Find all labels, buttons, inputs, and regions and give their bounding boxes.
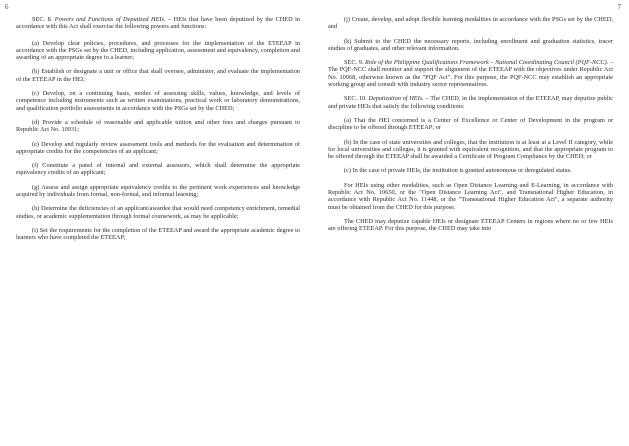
list-item: (i) Set the requirements for the completion of the ETEEAP and award the appropriate academic degree to learners who have completed the ETEEAP; xyxy=(16,226,300,242)
section-10-title: Deputization of HEIs. xyxy=(368,95,424,103)
section-9-text: – The PQF-NCC shall monitor and support the alignment of the ETEEAP with the objectives under Republic Act No. 10968, otherwise known as the "PQF Act". For this purpose, the PQF-NCC may establish an appropriate working group and consult with industry sector representatives. xyxy=(328,59,613,89)
list-item: (g) Assess and assign appropriate equivalency credits to the pertinent work experiences and knowledge acquired by individuals from formal, non-formal, and informal learning; xyxy=(16,183,300,199)
condition-item: (b) In the case of state universities and colleges, that the institution is at least at a Level II category, while for local universities and colleges, it is granted with equivalent recognition, and that the appropriate program to be offered through the ETEEAP shall be awarded a Certificate of Program Compliance by the CHED; or xyxy=(328,138,613,161)
list-item: (f) Constitute a panel of internal and external assessors, which shall determine the appropriate equivalency credits of an applicant; xyxy=(16,162,300,177)
list-item: (k) Submit to the CHED the necessary reports, including enrollment and graduation statistics, tracer studies of graduates, and other relevant information. xyxy=(328,37,613,52)
section-8-title: Powers and Functions of Deputized HEIs. xyxy=(54,16,166,23)
list-item: (a) Develop clear policies, procedures, and processes for the implementation of the ETEEAP in accordance with the PSGs set by the CHED, including application, assessment and equivalency, completion and awarding of an appropriate degree to a learner; xyxy=(16,39,300,62)
section-8-number: SEC. 8. xyxy=(32,16,53,23)
page-number-left: 6 xyxy=(5,3,9,11)
condition-item: (c) In the case of private HEIs, the institution is granted autonomous or deregulated status. xyxy=(344,167,572,175)
section-9-number: SEC. 9. xyxy=(344,59,364,67)
section-10-text: – The CHED, in the implementation of the ETEEAP, may deputize public and private HEIs that satisfy the following conditions: xyxy=(328,95,613,110)
section-9 xyxy=(328,59,613,88)
section-10 xyxy=(328,95,613,110)
closing-paragraph: For HEIs using other modalities, such as Open Distance Learning and E-Learning, in accordance with Republic Act No. 10650, or the "Open Distance Learning Act", and Transnational Higher Education, in accordance with Republic Act No. 11448, or the "Transnational Higher Education Act", a separate authority must be obtained from the CHED for this purpose. xyxy=(328,181,613,211)
list-item: (b) Establish or designate a unit or office that shall oversee, administer, and evaluate the implementation of the ETEEAP in the HEI; xyxy=(16,68,300,83)
section-10-number: SEC. 10. xyxy=(344,95,367,103)
section-9-title: Role of the Philippine Qualifications Framework – National Coordinating Council (PQF-NCC). xyxy=(365,59,609,67)
right-column xyxy=(328,16,613,240)
list-item: (j) Create, develop, and adopt flexible learning modalities in accordance with the PSGs set by the CHED; and xyxy=(328,16,613,31)
section-8-text: – HEIs that have been deputized by the CHED in accordance with this Act shall exercise the following powers and functions: xyxy=(16,16,301,31)
section-8 xyxy=(16,16,300,31)
condition-item: (a) That the HEI concerned is a Center of Excellence or Center of Development in the program or discipline to be offered through ETEEAP; or xyxy=(328,116,613,132)
left-column xyxy=(16,16,300,249)
closing-paragraph: The CHED may deputize capable HEIs or designate ETEEAP Centers in regions where no or few HEIs are offering ETEEAP. For this purpose, the CHED may take into xyxy=(328,217,613,233)
list-item: (c) Develop, on a continuing basis, modes of assessing skills, values, knowledge, and levels of competence including instruments such as written examinations, practical work or laboratory demonstrations, and qualification portfolio assessments in accordance with the PSGs set by the CHED; xyxy=(16,90,300,112)
list-item: (d) Provide a schedule of reasonable and applicable tuition and other fees and charges pursuant to Republic Act No. 10931; xyxy=(16,118,300,134)
page-number-right: 7 xyxy=(617,3,621,11)
list-item: (h) Determine the deficiencies of an applicant/awardee that would need competency enrichment, remedial studies, or academic supplementation through formal coursework, as may be applicable; xyxy=(16,205,300,220)
list-item: (e) Develop and regularly review assessment tools and methods for the evaluation and determination of appropriate credits for the competencies of an applicant; xyxy=(16,140,300,155)
